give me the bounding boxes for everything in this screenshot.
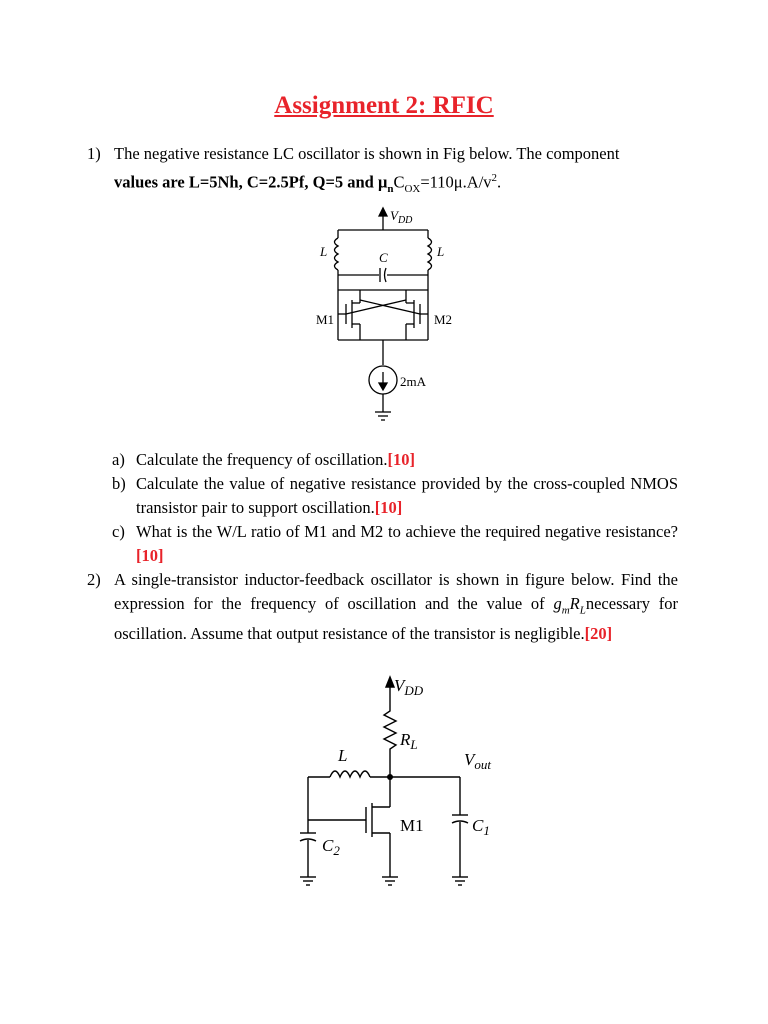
q1-part-c-text: What is the W/L ratio of M1 and M2 to achieve the required negative resistance?: [136, 522, 678, 541]
q1-line2-rest: =110μ.A/v: [420, 172, 492, 192]
fig1-vdd-label: $V_{DD}$: [390, 208, 413, 226]
figure-1-lc-oscillator: [300, 200, 470, 430]
question-1-parts: [112, 448, 678, 568]
q2-marks: [20]: [584, 624, 613, 644]
q1-part-a-text: Calculate the frequency of oscillation.: [136, 450, 388, 469]
q1-sup-2: 2: [491, 172, 498, 184]
q1-sub-ox: OX: [404, 182, 421, 195]
fig1-c-label: C: [379, 250, 388, 265]
q1-part-c-label: c): [112, 522, 125, 541]
fig2-c2-label: $C_2$: [322, 836, 340, 858]
fig2-vout-label: $V_{out}$: [464, 750, 492, 772]
q2-gm: g: [553, 594, 562, 613]
q1-part-a: [112, 448, 678, 472]
fig1-l-left: L: [320, 244, 328, 259]
page-title: Assignment 2: RFIC: [274, 92, 494, 119]
q1-part-b-label: b): [112, 474, 126, 493]
q1-sub-n: n: [387, 182, 394, 195]
question-1-text: [114, 142, 678, 201]
fig1-current-label: 2mA: [400, 374, 426, 389]
question-2-text: [114, 568, 678, 646]
q1-part-c: [112, 520, 678, 568]
question-2-number: 2): [87, 570, 101, 589]
fig2-m1-label: M1: [400, 816, 424, 835]
fig1-l-right: L: [437, 244, 445, 259]
figure-2-inductor-feedback-oscillator: [280, 665, 520, 900]
q2-gm-sub: m: [561, 604, 570, 617]
q1-part-a-marks: [10]: [387, 450, 416, 469]
q1-part-b-text: Calculate the value of negative resistance provided by the cross-coupled NMOS transistor pair to support oscillation.: [136, 474, 678, 517]
q1-period: .: [497, 172, 502, 192]
q2-text-a: A single-transistor inductor-feedback oscillator is shown in figure below. Find the expression for the frequency of oscillation and the value of: [114, 570, 678, 613]
fig1-m1-label: M1: [316, 312, 335, 327]
q1-part-a-label: a): [112, 450, 125, 469]
fig2-l-label: L: [338, 746, 348, 765]
q1-part-c-marks: [10]: [136, 546, 164, 565]
question-1-number: 1): [87, 144, 101, 163]
q1-line2-bold: values are L=5Nh, C=2.5Pf, Q=5 and μ: [114, 172, 388, 192]
q1-c: C: [393, 172, 405, 192]
q2-text-b: necessary for oscillation. Assume that output resistance of the transistor is negligible.: [114, 594, 678, 644]
fig1-m2-label: M2: [434, 312, 453, 327]
fig2-vdd-label: $V_{DD}$: [394, 676, 424, 698]
q1-part-b: [112, 472, 678, 520]
q2-rl-sub: L: [579, 604, 586, 617]
fig2-rl-label: $R_L$: [400, 730, 418, 752]
q1-line1: The negative resistance LC oscillator is shown in Fig below. The component: [114, 144, 620, 163]
q2-rl: R: [569, 594, 580, 613]
q1-part-b-marks: [10]: [374, 498, 403, 517]
fig2-c1-label: $C_1$: [472, 816, 490, 838]
